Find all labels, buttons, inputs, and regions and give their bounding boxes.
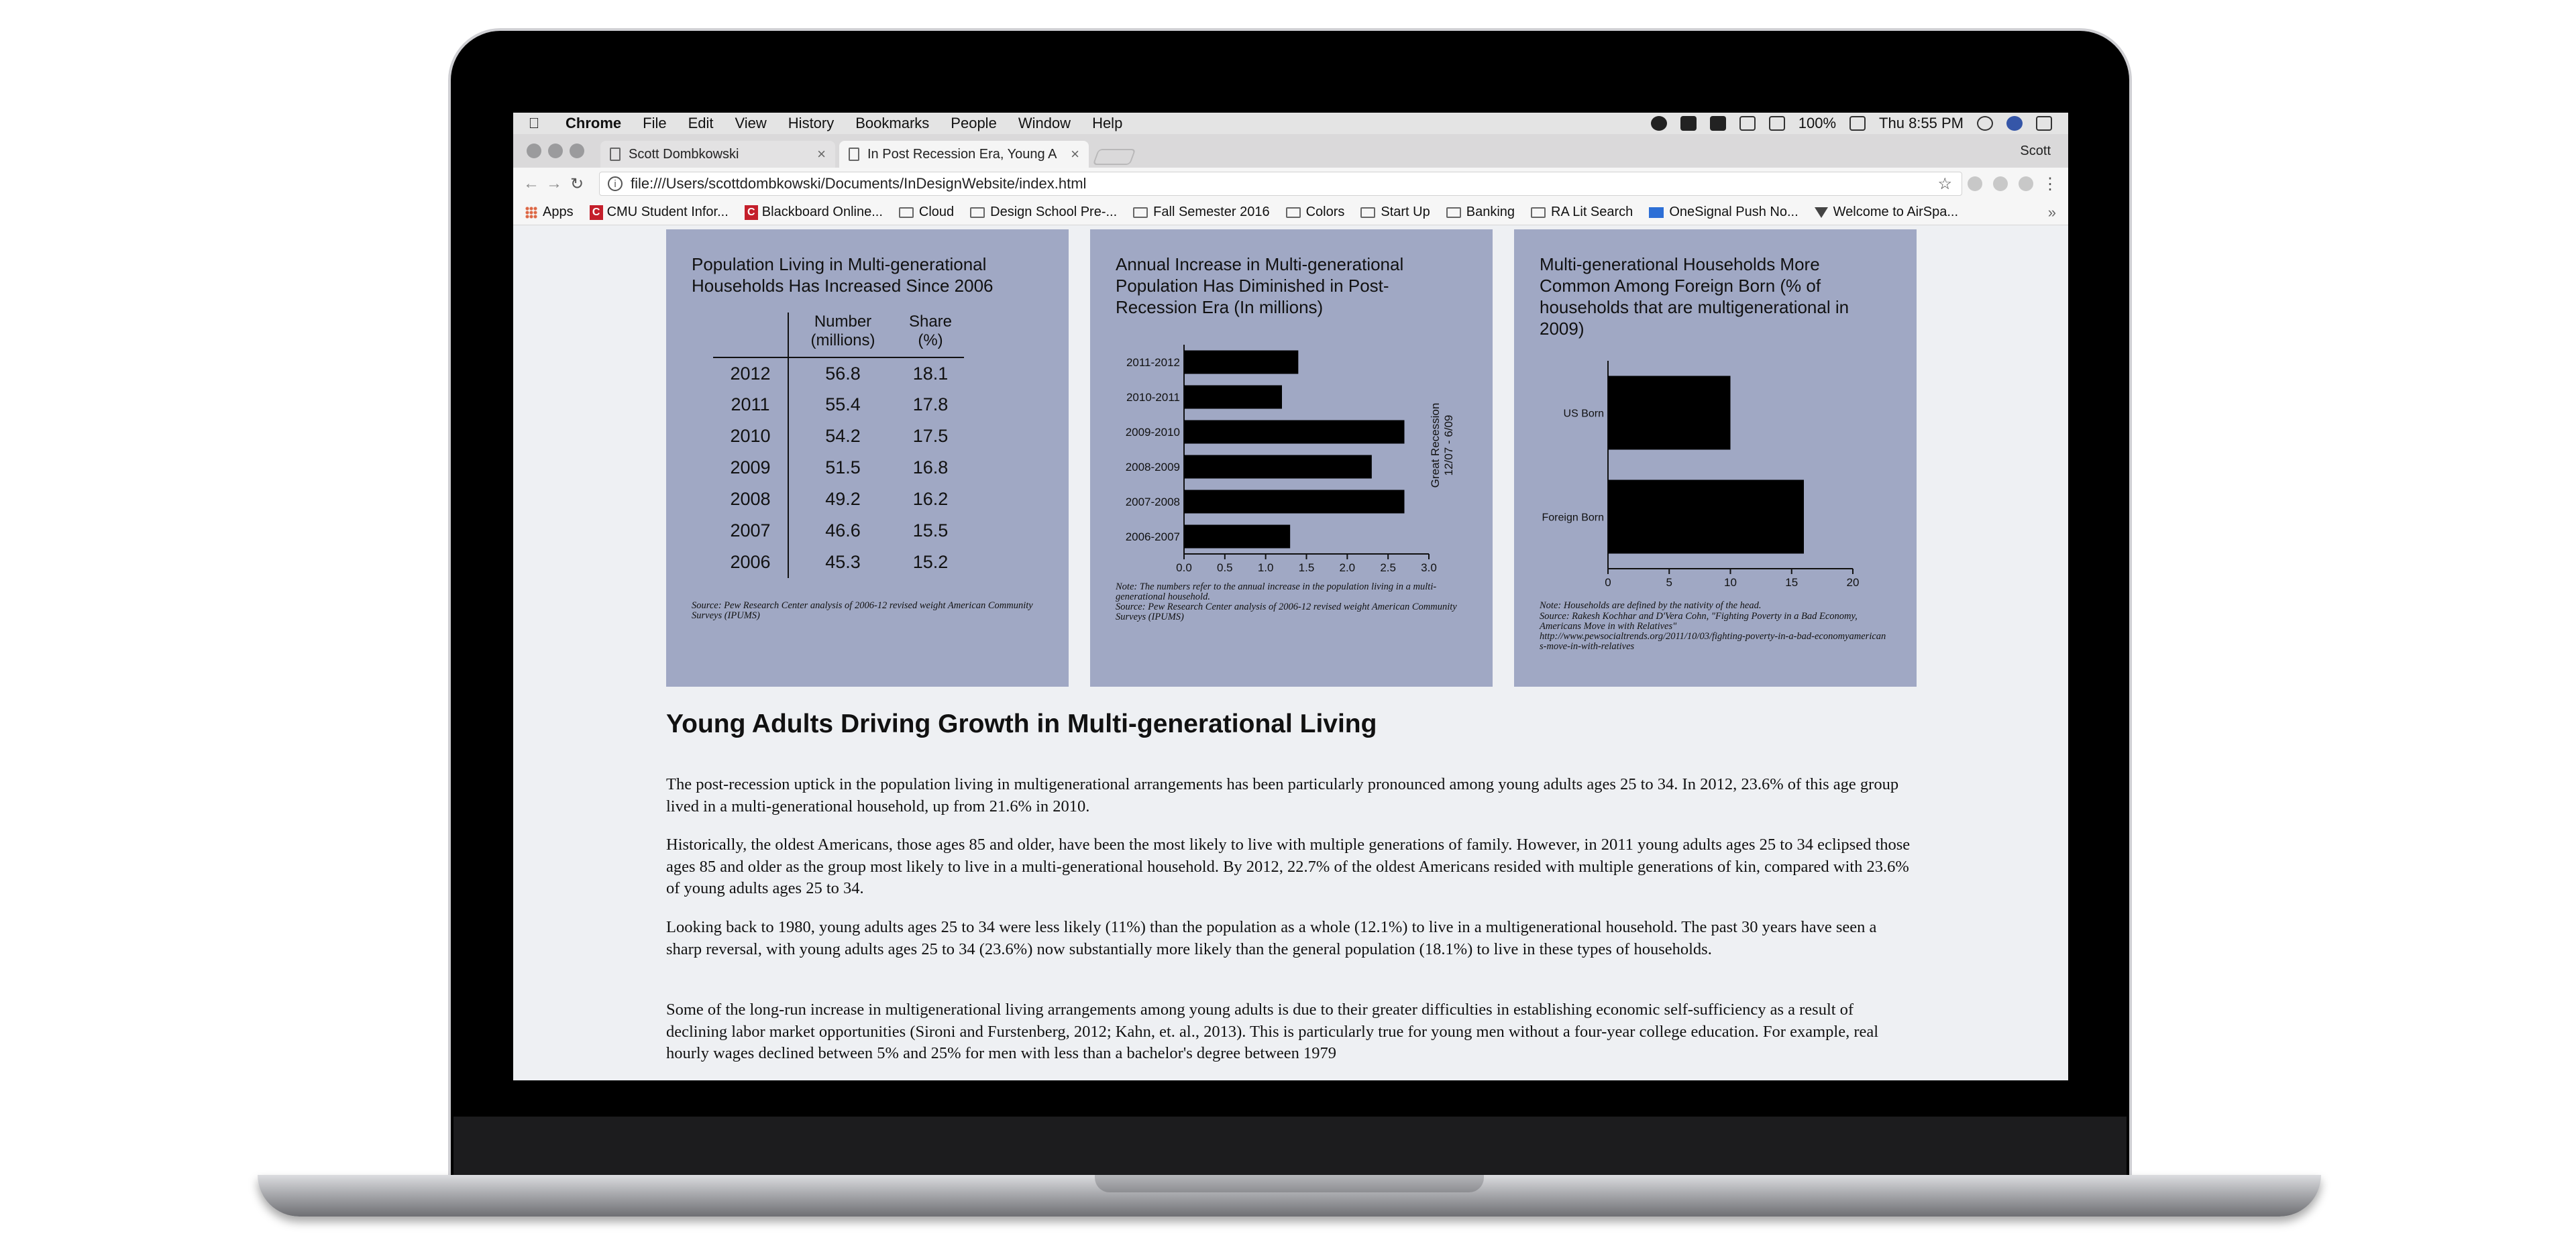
cell-share: 15.5	[912, 520, 949, 541]
bookmark-star-icon[interactable]: ☆	[1937, 174, 1952, 193]
airspace-icon	[1815, 207, 1828, 218]
bookmark-label: CMU Student Infor...	[606, 205, 729, 219]
cell-share: 17.8	[912, 394, 949, 414]
x-tick-label: 2.0	[1339, 561, 1356, 574]
category-label: 2008-2009	[1125, 461, 1180, 473]
card-note: Note: The numbers refer to the annual increase in the population living in a multi-generational household.	[1116, 581, 1437, 602]
table-row	[713, 484, 964, 515]
bookmark-cloud[interactable]	[899, 205, 954, 220]
bar	[1608, 376, 1731, 450]
card-note: Note: Households are defined by the nativity of the head.	[1540, 600, 1762, 611]
minimize-window-button[interactable]	[548, 144, 563, 158]
cell-year: 2010	[713, 420, 788, 452]
bar	[1184, 525, 1290, 549]
reload-icon[interactable]: ↻	[570, 174, 584, 193]
toolbar	[513, 168, 2068, 200]
menu-help[interactable]: Help	[1092, 115, 1123, 131]
bookmark-label: Design School Pre-...	[990, 205, 1118, 219]
bar	[1184, 490, 1405, 514]
table-row	[713, 547, 964, 578]
folder-icon	[1133, 207, 1148, 218]
url-text: file:///Users/scottdombkowski/Documents/InDesignWebsite/index.html	[631, 175, 1087, 192]
siri-icon[interactable]	[2006, 116, 2023, 131]
category-label: 2011-2012	[1126, 356, 1180, 369]
x-tick-label: 0.5	[1217, 561, 1233, 574]
notification-center-icon[interactable]	[2036, 116, 2052, 131]
bookmark-label: RA Lit Search	[1551, 205, 1633, 219]
bar	[1608, 480, 1804, 554]
cell-share: 18.1	[912, 363, 949, 384]
cmu-icon: C	[590, 205, 603, 220]
cell-number: 49.2	[825, 489, 861, 509]
close-tab-icon[interactable]: ×	[817, 146, 826, 162]
close-window-button[interactable]	[527, 144, 541, 158]
article-paragraph: Some of the long-run increase in multigenerational living arrangements among young adults is due to their greater difficulties in establishing economic self-sufficiency as a result of declining labor market opportunities (Sironi and Furstenberg, 2012; Kahn, et. al., 2013). This is particularly true for young men without a four-year college education. For example, real hourly wages declined between 5% and 25% for men with less than a bachelor's degree between 1979	[666, 1001, 1879, 1062]
bookmark-apps[interactable]	[525, 205, 574, 220]
table-row	[713, 420, 964, 452]
cell-share: 16.2	[912, 489, 949, 509]
tab-active-article[interactable]	[839, 141, 1089, 168]
card-link[interactable]: http://www.pewsocialtrends.org/2011/10/03/fighting-poverty-in-a-bad-economyamericans-move-in-with-relatives	[1540, 631, 1886, 652]
bar	[1184, 351, 1298, 374]
header-number: Number (millions)	[788, 313, 897, 357]
table-row	[713, 515, 964, 547]
wifi-icon[interactable]	[1739, 116, 1756, 131]
bookmark-label: OneSignal Push No...	[1669, 205, 1799, 219]
bar	[1184, 420, 1405, 444]
laptop-notch	[1095, 1175, 1484, 1192]
table-row	[713, 357, 964, 389]
extension-icon[interactable]	[1993, 176, 2008, 191]
cell-year: 2008	[713, 484, 788, 515]
cell-year: 2006	[713, 547, 788, 578]
bookmark-label: Welcome to AirSpa...	[1833, 205, 1959, 219]
menu-file[interactable]: File	[643, 115, 667, 131]
folder-icon	[1286, 207, 1301, 218]
menu-people[interactable]: People	[951, 115, 997, 131]
bookmark-cmu-student-info[interactable]	[590, 205, 729, 220]
table-row	[713, 389, 964, 420]
card-source: Source: Rakesh Kochhar and D'Vera Cohn, "Fighting Poverty in a Bad Economy, Americans Move in with Relatives"	[1540, 611, 1858, 632]
forward-arrow-icon[interactable]: →	[546, 174, 562, 192]
menu-bookmarks[interactable]: Bookmarks	[855, 115, 930, 131]
bookmark-airspace[interactable]	[1815, 205, 1958, 220]
close-tab-icon[interactable]: ×	[1071, 146, 1079, 162]
bookmark-ra-lit-search[interactable]	[1531, 205, 1633, 220]
menu-edit[interactable]: Edit	[688, 115, 714, 131]
article-paragraph: Historically, the oldest Americans, those ages 85 and older, have been the most likely to live with multiple generations of family. However, in 2011 young adults ages 25 to 34 eclipsed those ages 85 and older as the group most likely to live in a multi-generational household. By 2012, 22.7% of the oldest Americans resided with multiple generations of kin, compared with 23.6% of young adults ages 25 to 34.	[666, 836, 1911, 897]
web-page	[513, 225, 2068, 1080]
chrome-menu-icon[interactable]: ⋮	[2042, 174, 2058, 193]
folder-icon	[970, 207, 985, 218]
card-foreign-born-chart	[1514, 229, 1917, 687]
menu-view[interactable]: View	[735, 115, 767, 131]
table-row	[713, 452, 964, 484]
extension-icon[interactable]	[1968, 176, 1982, 191]
bookmark-label: Colors	[1305, 205, 1345, 219]
dropbox-icon[interactable]	[1680, 116, 1697, 131]
card-population-table	[666, 229, 1069, 687]
article-paragraph: Looking back to 1980, young adults ages 25 to 34 were less likely (11%) than the population as a whole (12.1%) to live in a multigenerational household. The past 30 years have seen a sharp reversal, with young adults ages 25 to 34 (23.6%) now substantially more likely than the general population (18.1%) to live in these types of households.	[666, 918, 1877, 958]
battery-percent: 100%	[1798, 115, 1837, 131]
category-label: 2009-2010	[1125, 426, 1180, 439]
bookmarks-bar	[513, 200, 2068, 225]
bookmark-label: Blackboard Online...	[761, 205, 883, 219]
annual-increase-bar-chart	[1104, 345, 1479, 586]
screen	[513, 113, 2068, 1080]
extension-icon[interactable]	[2019, 176, 2033, 191]
cell-number: 45.3	[825, 552, 861, 572]
x-tick-label: 1.5	[1298, 561, 1315, 574]
card-title: Multi-generational Households More Common Among Foreign Born (% of households that are multigenerational in 2009)	[1540, 254, 1849, 339]
menu-history[interactable]: History	[788, 115, 835, 131]
category-label: 2010-2011	[1126, 391, 1180, 404]
bookmark-blackboard[interactable]	[745, 205, 883, 220]
battery-icon[interactable]	[1849, 116, 1866, 131]
bar	[1184, 455, 1372, 479]
folder-icon	[1360, 207, 1375, 218]
header-year	[713, 313, 788, 357]
card-source: Source: Pew Research Center analysis of 2006-12 revised weight American Community Surveys (IPUMS)	[1116, 602, 1457, 622]
bookmark-fall-semester[interactable]	[1133, 205, 1269, 220]
x-tick-label: 2.5	[1380, 561, 1396, 574]
bookmark-banking[interactable]	[1446, 205, 1515, 220]
cell-number: 56.8	[825, 363, 861, 384]
card-annual-increase-chart	[1090, 229, 1493, 687]
apple-icon[interactable]	[513, 115, 555, 132]
menu-window[interactable]: Window	[1018, 115, 1071, 131]
google-drive-icon[interactable]	[1710, 116, 1726, 131]
airplay-icon[interactable]	[1769, 116, 1785, 131]
folder-icon	[1531, 207, 1546, 218]
article-paragraph: The post-recession uptick in the population living in multigenerational arrangements has been particularly pronounced among young adults ages 25 to 34. In 2012, 23.6% of this age group lived in a multi-generational household, up from 21.6% in 2010.	[666, 775, 1899, 815]
recession-annotation: 12/07 - 6/09	[1442, 414, 1455, 476]
x-tick-label: 20	[1846, 576, 1860, 589]
mail-icon	[1649, 207, 1664, 218]
category-label: US Born	[1563, 408, 1604, 420]
x-tick-label: 0	[1605, 576, 1611, 589]
tab-title: Scott Dombkowski	[629, 146, 739, 162]
cell-share: 16.8	[912, 457, 949, 477]
bookmark-label: Apps	[543, 205, 574, 219]
menu-bar	[513, 113, 2068, 134]
tab-title: In Post Recession Era, Young A	[867, 146, 1057, 162]
bookmarks-overflow-icon[interactable]: »	[2047, 203, 2056, 221]
population-table	[713, 313, 964, 578]
cell-share: 15.2	[912, 552, 949, 572]
document-icon	[849, 148, 859, 161]
cell-number: 54.2	[825, 426, 861, 446]
cell-share: 17.5	[912, 426, 949, 446]
profile-button[interactable]: Scott	[2020, 144, 2051, 158]
x-tick-label: 10	[1724, 576, 1737, 589]
card-title: Annual Increase in Multi-generational Population Has Diminished in Post-Recession Era (In millions)	[1116, 254, 1404, 317]
foreign-born-bar-chart	[1527, 361, 1903, 589]
cell-number: 51.5	[825, 457, 861, 477]
laptop-hinge	[453, 1117, 2127, 1178]
category-label: 2006-2007	[1125, 530, 1180, 543]
category-label: 2007-2008	[1125, 496, 1180, 508]
x-tick-label: 15	[1785, 576, 1799, 589]
tab-scott-dombkowski[interactable]	[600, 141, 835, 168]
bookmark-onesignal[interactable]	[1649, 205, 1798, 220]
cell-number: 55.4	[825, 394, 861, 414]
bookmark-start-up[interactable]	[1360, 205, 1430, 220]
bar	[1184, 386, 1282, 409]
x-tick-label: 5	[1666, 576, 1672, 589]
table-header-row	[713, 313, 964, 357]
bookmark-label: Banking	[1466, 205, 1515, 219]
card-title: Population Living in Multi-generational Households Has Increased Since 2006	[692, 254, 994, 296]
info-icon[interactable]: i	[608, 176, 623, 191]
cell-year: 2011	[713, 389, 788, 420]
apps-grid-icon	[525, 207, 537, 219]
spotlight-icon[interactable]	[1977, 116, 1993, 131]
creative-cloud-icon[interactable]	[1651, 116, 1667, 131]
x-tick-label: 3.0	[1421, 561, 1437, 574]
cell-number: 46.6	[825, 520, 861, 541]
bookmark-design-school[interactable]	[970, 205, 1117, 220]
category-label: Foreign Born	[1542, 512, 1604, 524]
folder-icon	[899, 207, 914, 218]
header-share: Share (%)	[897, 313, 964, 357]
x-tick-label: 0.0	[1176, 561, 1192, 574]
bookmark-label: Start Up	[1381, 205, 1430, 219]
card-source: Source: Pew Research Center analysis of 2006-12 revised weight American Community Surveys (IPUMS)	[692, 600, 1033, 621]
bookmark-label: Cloud	[918, 205, 955, 219]
recession-annotation: Great Recession	[1429, 402, 1442, 488]
cell-year: 2012	[713, 357, 788, 389]
clock[interactable]: Thu 8:55 PM	[1879, 115, 1964, 131]
x-tick-label: 1.0	[1257, 561, 1274, 574]
status-area	[1651, 115, 2068, 132]
zoom-window-button[interactable]	[570, 144, 584, 158]
document-icon	[610, 148, 621, 161]
address-bar[interactable]	[599, 172, 1962, 196]
new-tab-button[interactable]	[1093, 149, 1136, 165]
folder-icon	[1446, 207, 1461, 218]
bookmark-label: Fall Semester 2016	[1153, 205, 1270, 219]
cell-year: 2009	[713, 452, 788, 484]
bookmark-colors[interactable]	[1286, 205, 1345, 220]
cell-year: 2007	[713, 515, 788, 547]
tab-strip	[513, 134, 2068, 168]
back-arrow-icon[interactable]: ←	[523, 174, 539, 192]
menu-app-name[interactable]: Chrome	[566, 115, 622, 131]
cmu-icon: C	[745, 205, 758, 220]
article-heading: Young Adults Driving Growth in Multi-generational Living	[666, 710, 1377, 738]
